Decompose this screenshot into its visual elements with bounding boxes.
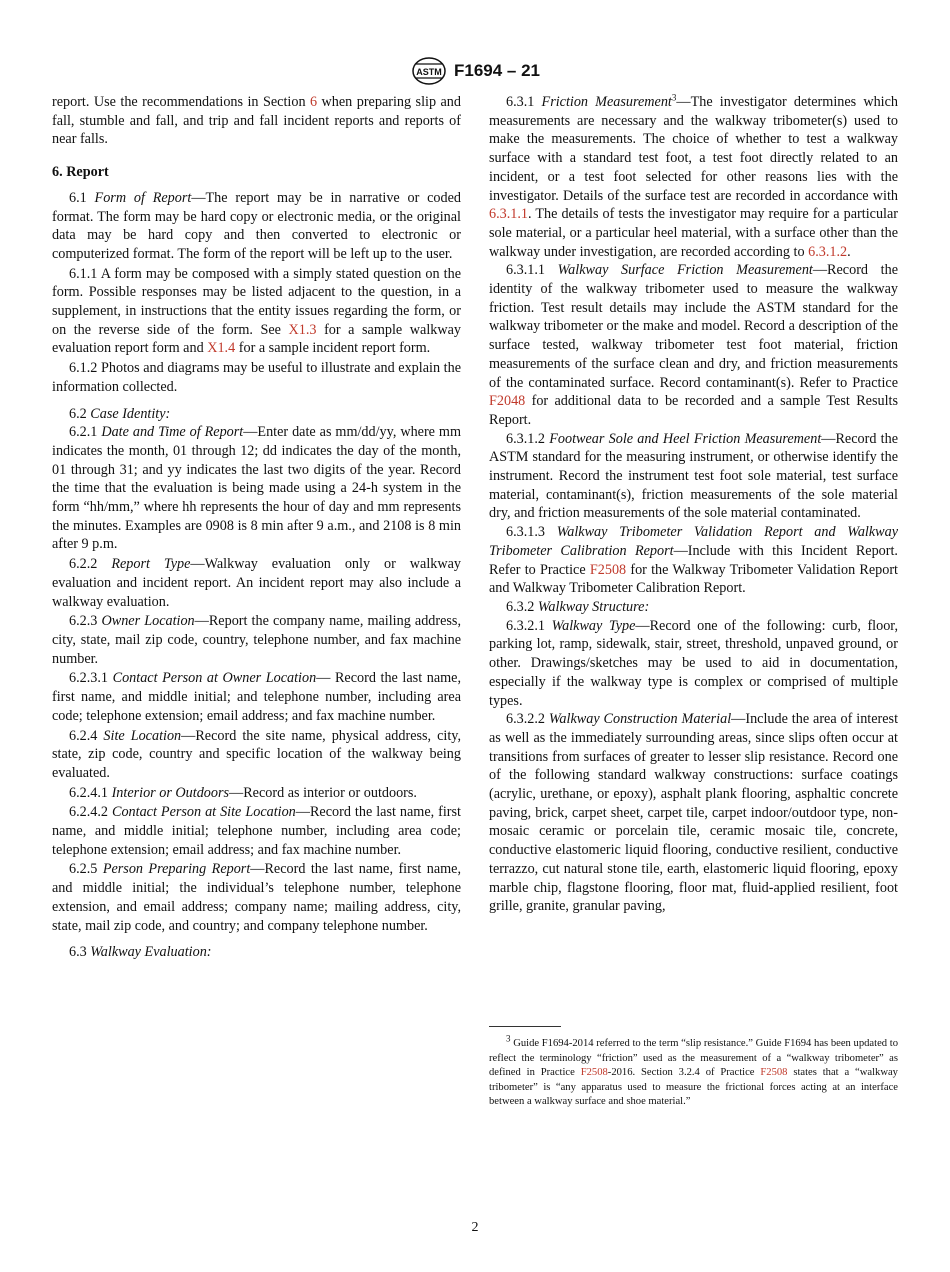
- para-title: Footwear Sole and Heel Friction Measurement: [549, 430, 822, 447]
- para-text: —Record the ASTM standard for the measuring instrument, or otherwise identify the instrument. Record the instrument test foot sole material, test surface material, contaminant(s), friction measurements of the sole material dry, and friction measurements of the sole material contaminated.: [489, 430, 898, 522]
- para-text: —Record one of the following: curb, floor, parking lot, ramp, sidewalk, stair, street, threshold, unpaved ground, or other. Drawings/sketches may be used to aid in documentation, especially if the walkway type is complex or comprised of multiple types.: [489, 617, 899, 709]
- paragraph-6-3: [52, 943, 461, 962]
- text-run: —The investigator determines which measurements are necessary and the walkway tribometer(s) used to make the measurements. The choice of whether to test a walkway surface with a standard test foot, a test foot directly related to an incident, or a test foot selected for other reasons lies with the investigator. Details of the surface test are recorded in accordance with: [489, 94, 898, 204]
- paragraph-6-3-1-3: [489, 523, 898, 598]
- para-title: Walkway Tribometer Validation Report and Walkway Tribometer Calibration Report: [489, 524, 899, 559]
- para-number: 6.2.4.1: [69, 784, 112, 801]
- paragraph-6-2-5: [52, 860, 461, 935]
- x1-3-link[interactable]: X1.3: [288, 321, 317, 338]
- para-title: Walkway Surface Friction Measurement: [557, 262, 813, 279]
- text-run: for a sample walkway evaluation report form and: [52, 321, 461, 357]
- paragraph-6-2-3-1: [52, 669, 461, 725]
- para-title: Walkway Construction Material: [548, 711, 732, 728]
- ref-6-3-1-1-link[interactable]: 6.3.1.1: [489, 206, 529, 223]
- para-number: 6.3.1: [506, 94, 542, 110]
- para-title: Date and Time of Report: [101, 424, 244, 441]
- left-column: [52, 93, 461, 962]
- paragraph-6-2-2: [52, 555, 461, 611]
- para-number: 6.3.2.1: [506, 617, 552, 634]
- para-title: Owner Location: [101, 613, 195, 630]
- para-number: 6.1: [69, 189, 95, 206]
- para-number: 6.3.1.2: [506, 430, 550, 447]
- page-number: 2: [471, 1220, 479, 1235]
- para-title: Friction Measurement: [541, 94, 672, 110]
- standard-designation: F1694 – 21: [453, 61, 540, 80]
- text-run: -2016. Section 3.2.4 of Practice: [607, 1067, 761, 1079]
- f2508-link[interactable]: F2508: [589, 561, 627, 578]
- footnote-3: [489, 1033, 898, 1110]
- para-text: —Enter date as mm/dd/yy, where mm indicates the month, 01 through 12; dd indicates the day of the month, 01 through 31; and yy indicates the last two digits of the year. Record the time that the evaluation is being made using a 24-h system in the form “hh/mm,” where hh represents the hour of day and mm represents the minutes. Examples are 0908 is 8 min after 9 a.m., and 2108 is 8 min after 9 p.m.: [52, 424, 461, 553]
- footnote-marker[interactable]: 3: [671, 92, 677, 103]
- paragraph-6-2-4: [52, 727, 461, 783]
- para-title: Contact Person at Owner Location: [112, 670, 317, 687]
- f2508-link[interactable]: F2508: [580, 1067, 608, 1079]
- text-run: states that a “walkway tribometer” is “any apparatus used to measure the frictional forces acting at an interface between a walkway surface and shoe material.”: [489, 1067, 898, 1108]
- para-number: 6.3.2: [506, 598, 538, 615]
- paragraph-6-1-1: [52, 265, 461, 359]
- para-number: 6.2.3: [69, 613, 102, 630]
- paragraph-6-3-2: [489, 598, 898, 617]
- paragraph-6-2-4-2: [52, 803, 461, 859]
- text-run: Guide F1694-2014 referred to the term “slip resistance.” Guide F1694 has been updated to reflect the terminology “friction” used as the measurement of a “walkway tribometer” as defined in Practice: [489, 1038, 898, 1079]
- text-run: report. Use the recommendations in Section: [52, 94, 310, 110]
- para-number: 6.3: [69, 944, 91, 961]
- para-text: —Record as interior or outdoors.: [229, 784, 417, 801]
- text-run: for the Walkway Tribometer Validation Report and Walkway Tribometer Calibration Report.: [489, 561, 898, 597]
- para-text: —Report the company name, mailing address, city, state, mail zip code, country, telephone number, and fax machine number.: [52, 613, 461, 667]
- para-number: 6.2.4: [69, 727, 104, 744]
- text-run: 6.1.1 A form may be composed with a simply stated question on the form. Possible responses may be listed adjacent to the question, in a supplement, in instructions that the entity issues regarding the form, or on the reverse side of the form. See: [52, 265, 461, 338]
- x1-4-link[interactable]: X1.4: [207, 340, 236, 357]
- text-run: for a sample incident report form.: [235, 340, 431, 357]
- para-title: Case Identity:: [90, 405, 171, 422]
- para-number: 6.2.5: [69, 861, 103, 878]
- para-title: Report Type: [111, 556, 191, 573]
- paragraph-6-3-2-1: [489, 617, 898, 711]
- paragraph-6-2: [52, 405, 461, 424]
- text-run: —Include with this Incident Report. Refer to Practice: [489, 542, 898, 578]
- para-title: Walkway Evaluation:: [90, 944, 212, 961]
- right-column: [489, 93, 898, 916]
- paragraph-6-2-3: [52, 612, 461, 668]
- section-link[interactable]: 6: [310, 94, 318, 110]
- text-run: for additional data to be recorded and a sample Test Results Report.: [489, 393, 898, 428]
- paragraph-6-3-1-2: [489, 430, 898, 524]
- para-text: —Record the site name, physical address, city, state, zip code, country and specific location of the walkway being evaluated.: [52, 727, 461, 781]
- text-run: —Record the identity of the walkway tribometer used to measure the walkway friction. Test result details may include the ASTM standard for the walkway tribometer or the make and model. Record a description of the surface tested, walkway tribometer test foot material, friction measurements of the surface clean and dry, and friction measurements of the contaminated surface. Record contaminant(s). Refer to Practice: [489, 262, 898, 391]
- para-title: Person Preparing Report: [102, 861, 251, 878]
- para-text: —Record the last name, first name, and middle initial; telephone number, including area code; telephone extension; email address; and fax machine number.: [52, 804, 461, 858]
- para-number: 6.2: [69, 405, 91, 422]
- footnote-divider: [489, 1026, 561, 1027]
- page-header: [0, 54, 950, 88]
- para-text: —Walkway evaluation only or walkway evaluation and incident report. An incident report may also include a walkway evaluation.: [52, 556, 461, 610]
- para-text: —The report may be in narrative or coded format. The form may be hard copy or electronic media, or the original data may be hard copy and then converted to electronic or computerized format. The form of the report will be left up to the user.: [52, 189, 462, 262]
- para-text: — Record the last name, first name, and middle initial; and telephone number, including area code; telephone extension; email address; and fax machine number.: [52, 670, 461, 724]
- text-run: .: [847, 243, 851, 260]
- intro-paragraph: [52, 93, 461, 149]
- paragraph-6-3-2-2: [489, 710, 898, 916]
- para-title: Form of Report: [94, 189, 192, 206]
- paragraph-6-3-1: [489, 93, 898, 261]
- para-number: 6.2.3.1: [69, 670, 113, 687]
- para-title: Interior or Outdoors: [111, 784, 230, 801]
- ref-6-3-1-2-link[interactable]: 6.3.1.2: [808, 243, 848, 260]
- para-number: 6.2.2: [69, 556, 112, 573]
- para-text: —Include the area of interest as well as the immediately surrounding areas, since slips often occur at transitions from surfaces of greater to lesser slip resistance. Record one of the following standard walkway constructions: surface coatings (acrylic, urethane, or epoxy), asphalt plank flooring, asphaltic concrete paving, brick, carpet sheet, carpet tile, carpet indoor/outdoor type, non-mosaic ceramic or porcelain tile, ceramic mosaic tile, concrete, conductive elastomeric liquid flooring, conductive resilient, conductive terrazzo, cut natural stone tile, earth, elastomeric liquid flooring, epoxy marble chip, flagstone flooring, floor mat, fluid-applied resilient, foot grille, granite, granular paving,: [489, 711, 899, 915]
- para-title: Walkway Type: [551, 617, 636, 634]
- para-title: Site Location: [103, 727, 182, 744]
- para-text: —Record the last name, first name, and middle initial; the individual’s telephone number, telephone extension, and email address; company name; mailing address, city, state, mail zip code, and country; and company telephone number.: [52, 861, 462, 934]
- f2508-link[interactable]: F2508: [760, 1067, 788, 1079]
- para-number: 6.3.1.1: [506, 262, 558, 279]
- text-run: when preparing slip and fall, stumble and fall, and trip and fall incident reports and reports of near falls.: [52, 94, 461, 148]
- footnote-number: 3: [506, 1033, 511, 1044]
- para-number: 6.3.1.3: [506, 524, 557, 541]
- paragraph-6-3-1-1: [489, 261, 898, 429]
- paragraph-6-1-2: 6.1.2 Photos and diagrams may be useful to illustrate and explain the information collected.: [52, 360, 461, 395]
- section-heading: 6. Report: [52, 164, 109, 181]
- para-title: Contact Person at Site Location: [112, 804, 296, 821]
- astm-logo-icon: [410, 56, 448, 86]
- f2048-link[interactable]: F2048: [489, 393, 526, 410]
- paragraph-6-2-4-1: [52, 784, 461, 803]
- logo-text: ASTM: [416, 67, 442, 77]
- text-run: . The details of tests the investigator may require for a particular sole material, or a particular heel material, with a surface other than the walkway under investigation, are recorded according to: [489, 206, 898, 260]
- para-title: Walkway Structure:: [537, 598, 650, 615]
- paragraph-6-2-1: [52, 423, 461, 554]
- paragraph-6-1: [52, 189, 461, 264]
- para-number: 6.3.2.2: [506, 711, 549, 728]
- para-number: 6.2.4.2: [69, 804, 112, 821]
- para-number: 6.2.1: [69, 424, 102, 441]
